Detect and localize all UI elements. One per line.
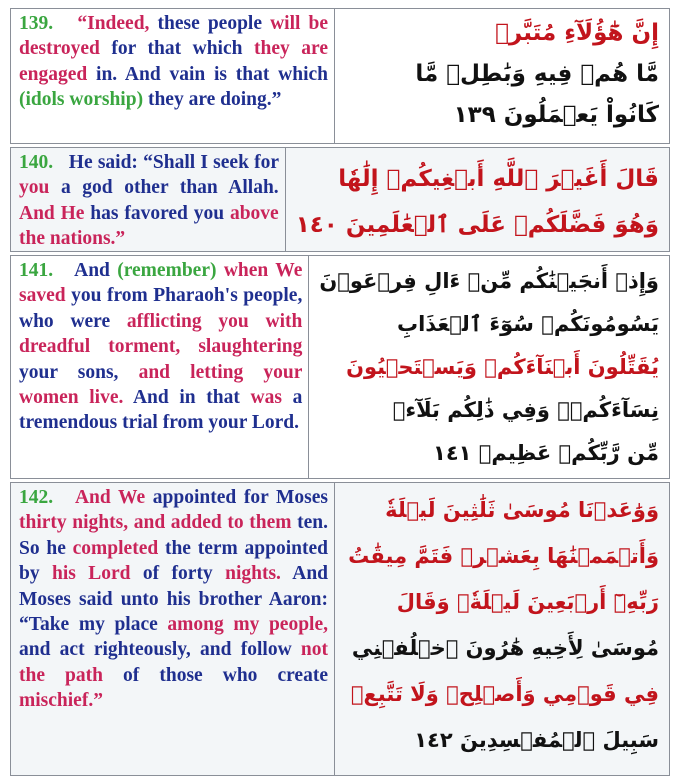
arabic-line: [345, 487, 659, 533]
arabic-segment: نِسَآءَكُمۡۚ وَفِي ذَٰلِكُم بَلَآءٞ: [392, 398, 659, 422]
arabic-segment: يَسُومُونَكُمۡ سُوٓءَ ٱلۡعَذَابِ: [396, 312, 659, 336]
english-segment: his Lord: [52, 563, 143, 585]
english-segment: And We: [74, 487, 153, 508]
english-segment: of forty: [142, 563, 226, 585]
arabic-segment: وَوَٰعَدۡنَا مُوسَىٰ ثَلَٰثِينَ لَيۡلَةٗ: [385, 498, 659, 522]
arabic-text: [286, 148, 669, 251]
english-segment: And: [74, 260, 118, 281]
english-segment: nights, and added to them: [72, 512, 298, 534]
arabic-line: [345, 717, 659, 763]
english-segment: has favored: [90, 202, 194, 224]
english-segment: among my people,: [167, 614, 328, 636]
english-segment: appointed for Moses: [152, 487, 329, 508]
english-segment: be destroyed: [19, 13, 329, 60]
arabic-segment: يُقَتِّلُونَ أَبۡنَآءَكُمۡ وَيَسۡتَحۡيُونَ: [346, 355, 659, 379]
arabic-segment: سَبِيلَ ٱلۡمُفۡسِدِينَ ١٤٢: [414, 728, 659, 752]
arabic-segment: مِّن رَّبِّكُمۡ عَظِيمٞ ١٤١: [433, 441, 659, 465]
english-segment: completed: [72, 537, 165, 559]
english-segment: and follow: [200, 639, 301, 661]
english-segment: when We saved: [19, 260, 303, 307]
english-segment: was: [250, 387, 293, 409]
english-segment: in. And vain: [96, 63, 214, 85]
english-translation: [11, 9, 335, 143]
english-segment: you: [19, 177, 61, 199]
english-segment: they are doing.”: [147, 89, 282, 111]
english-segment: and act righteously,: [19, 639, 201, 661]
english-segment: will: [270, 13, 309, 34]
arabic-segment: إِنَّ هَٰٓؤُلَآءِ مُتَبَّرٞ: [495, 20, 659, 46]
english-segment: afflicting you with dreadful torment, slaughtering: [19, 310, 303, 358]
verse-table: [10, 8, 670, 776]
arabic-segment: وَهُوَ فَضَّلَكُمۡ عَلَى ٱلۡعَٰلَمِينَ ١٤٠: [295, 212, 659, 238]
arabic-line: [345, 54, 659, 95]
english-segment: He said: “Shall I seek for: [68, 152, 279, 173]
arabic-line: [319, 389, 659, 432]
english-segment: a tremendous trial from your Lord.: [19, 387, 303, 434]
verse-number: 141.: [19, 260, 54, 281]
verse-row: [10, 8, 670, 144]
english-segment: And He: [19, 202, 91, 224]
english-segment: for that which: [111, 38, 254, 60]
arabic-segment: رَبِّهِۦٓ أَرۡبَعِينَ لَيۡلَةٗۚ وَقَالَ: [396, 590, 659, 614]
english-segment: mischief.”: [19, 690, 103, 712]
english-segment: your sons,: [19, 361, 139, 383]
arabic-segment: مُوسَىٰ لِأَخِيهِ هَٰرُونَ ٱخۡلُفۡنِي: [351, 636, 659, 660]
arabic-line: [345, 13, 659, 54]
verse-row: [10, 255, 670, 479]
english-translation: [11, 483, 335, 775]
arabic-line: [345, 579, 659, 625]
arabic-text: [309, 256, 669, 478]
arabic-segment: فِي قَوۡمِي وَأَصۡلِحۡ وَلَا تَتَّبِعۡ: [350, 682, 659, 706]
arabic-line: [319, 303, 659, 346]
arabic-line: [345, 625, 659, 671]
arabic-text: [335, 9, 669, 143]
arabic-line: [319, 432, 659, 475]
english-segment: (remember): [117, 260, 224, 281]
arabic-line: [296, 156, 659, 202]
english-segment: thirty: [19, 512, 73, 534]
arabic-line: [345, 95, 659, 136]
english-segment: not the path: [19, 639, 328, 686]
english-segment: they are engaged: [19, 38, 328, 85]
english-segment: you: [193, 202, 230, 224]
english-segment: is that which: [214, 63, 329, 85]
english-segment: who were: [19, 310, 127, 332]
english-segment: and letting your women live.: [19, 361, 303, 409]
english-translation: [11, 148, 286, 251]
english-segment: above the nations.”: [19, 202, 279, 250]
english-segment: you: [71, 285, 107, 307]
english-translation: [11, 256, 309, 478]
english-segment: these people: [157, 13, 271, 34]
english-segment: (idols worship): [19, 89, 148, 111]
english-segment: And in that: [132, 387, 251, 409]
arabic-segment: مَّا هُمۡ فِيهِ وَبَٰطِلٞ مَّا: [415, 61, 659, 87]
english-segment: And Moses said unto his brother Aaron: “Take my place: [19, 563, 329, 636]
verse-number: 139.: [19, 13, 54, 34]
english-segment: “Indeed,: [77, 13, 158, 34]
verse-row: [10, 482, 670, 776]
arabic-segment: وَأَتۡمَمۡنَٰهَا بِعَشۡرٖ فَتَمَّ مِيقَٰتُ: [348, 544, 659, 568]
arabic-line: [296, 202, 659, 248]
arabic-line: [345, 533, 659, 579]
english-segment: nights.: [225, 563, 293, 585]
arabic-line: [319, 260, 659, 303]
arabic-line: [345, 671, 659, 717]
arabic-segment: وَإِذۡ أَنجَيۡنَٰكُم مِّنۡ ءَالِ فِرۡعَوۡنَ: [319, 269, 659, 293]
english-segment: ten. So he: [19, 512, 328, 559]
english-segment: from Pharaoh's people,: [106, 285, 303, 307]
english-segment: the term appointed by: [19, 537, 328, 585]
arabic-segment: كَانُواْ يَعۡمَلُونَ ١٣٩: [453, 102, 659, 128]
english-segment: a god other than Allah.: [60, 177, 279, 199]
arabic-line: [319, 346, 659, 389]
arabic-segment: قَالَ أَغَيۡرَ ٱللَّهِ أَبۡغِيكُمۡ إِلَٰهٗا: [338, 166, 659, 192]
verse-number: 142.: [19, 487, 54, 508]
verse-number: 140.: [19, 152, 54, 173]
verse-row: [10, 147, 670, 252]
arabic-text: [335, 483, 669, 775]
english-segment: of those who create: [123, 664, 328, 686]
